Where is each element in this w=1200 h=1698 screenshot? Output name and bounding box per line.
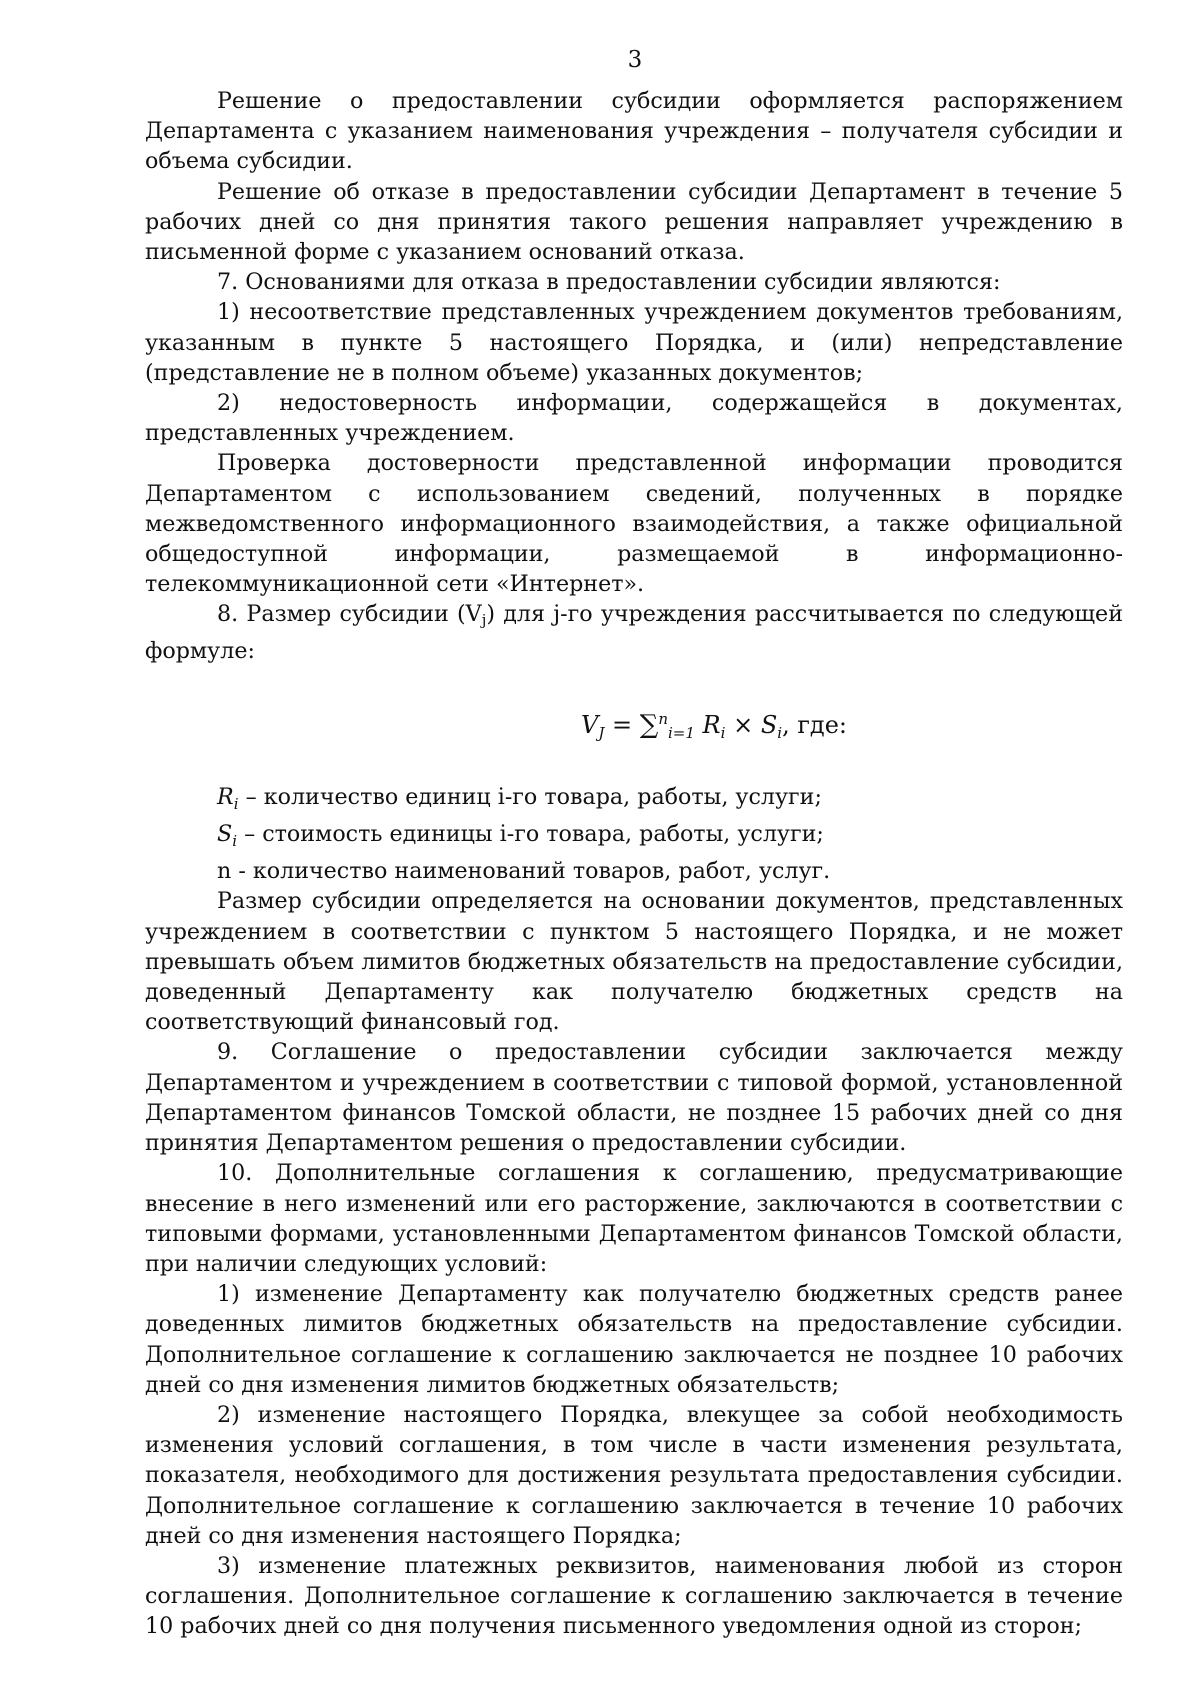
definition-r-symbol: R [217,783,234,810]
paragraph-7-item-1: 1) несоответствие представленных учреждением документов требованиям, указанным в пункте 5 настоящего Порядка, и (или) непредставление (представление не в полном объеме) указанных документов; [145,299,1123,386]
document-body [145,86,1123,1642]
definition-r [145,782,1123,819]
paragraph-decision: Решение о предоставлении субсидии оформляется распоряжением Департамента с указанием наименования учреждения – получателя субсидии и объема субсидии. [145,88,1123,175]
definition-s-text: – стоимость единицы i-го товара, работы, услуги; [237,821,824,848]
paragraph-8-after: ) для j-го учреждения рассчитывается по следующей формуле: [145,601,1123,664]
formula-r-sub: i [720,723,726,742]
paragraph-9: 9. Соглашение о предоставлении субсидии заключается между Департаментом и учреждением в соответствии с типовой формой, установленной Департаментом финансов Томской области, не позднее 15 рабочих дней со дня принятия Департаментом решения о предоставлении субсидии. [145,1039,1123,1157]
formula-sum-lower: i=1 [667,723,695,742]
paragraph-10-item-1: 1) изменение Департаменту как получателю бюджетных средств ранее доведенных лимитов бюджетных обязательств на предоставление субсидии. Дополнительное соглашение к соглашению заключается не позднее 10 рабочих дней со дня изменения лимитов бюджетных обязательств; [145,1281,1123,1398]
paragraph-8-subscript: j [481,611,487,630]
formula-equals: = [604,710,640,739]
formula-lhs-sub: J [598,723,605,742]
definition-r-text: – количество единиц i-го товара, работы, услуги; [238,783,822,810]
page-number: 3 [627,47,643,73]
definition-r-sub: i [233,794,239,813]
formula-tail: , где: [782,710,847,739]
paragraph-10-item-3: 3) изменение платежных реквизитов, наименования любой из сторон соглашения. Дополнительное соглашение к соглашению заключается в течение 10 рабочих дней со дня получения письменного уведомления одной из сторон; [145,1552,1123,1640]
formula-sum-symbol: ∑ [639,709,659,740]
formula-r: R [702,710,721,739]
paragraph-subsidy-limit: Размер субсидии определяется на основании документов, представленных учреждением в соответствии с пунктом 5 настоящего Порядка, и не может превышать объем лимитов бюджетных обязательств на предоставление субсидии, доведенный Департаменту как получателю бюджетных средств на соответствующий финансовый год. [145,888,1123,1036]
formula-lhs: V [581,710,599,739]
definition-s-symbol: S [217,821,233,848]
formula-s-sub: i [777,723,783,742]
definition-s [145,819,1123,856]
paragraph-10: 10. Дополнительные соглашения к соглашению, предусматривающие внесение в него изменений или его расторжение, заключаются в соответствии с типовыми формами, установленными Департаментом финансов Томской области, при наличии следующих условий: [145,1160,1123,1277]
paragraph-verification: Проверка достоверности представленной информации проводится Департаментом с использованием сведений, полученных в порядке межведомственного информационного взаимодействия, а также официальной общедоступной информации, размещаемой в информационно-телекоммуникационной сети «Интернет». [145,450,1123,598]
paragraph-refusal-notice: Решение об отказе в предоставлении субсидии Департамент в течение 5 рабочих дней со дня принятия такого решения направляет учреждению в письменной форме с указанием оснований отказа. [145,178,1123,266]
paragraph-10-item-2: 2) изменение настоящего Порядка, влекущее за собой необходимость изменения условий соглашения, в том числе в части изменения результата, показателя, необходимого для достижения результата предоставления субсидии. Дополнительное соглашение к соглашению заключается в течение 10 рабочих дней со дня изменения настоящего Порядка; [145,1401,1123,1549]
paragraph-7-item-2: 2) недостоверность информации, содержащейся в документах, представленных учреждением. [145,390,1123,447]
formula-s: S [760,710,778,739]
paragraph-8 [145,599,1123,665]
definition-n: n - количество наименований товаров, работ, услуг. [217,858,831,885]
paragraph-8-before: 8. Размер субсидии (V [217,601,482,628]
formula-times: × [725,710,761,739]
subsidy-formula [145,702,1123,750]
definition-s-sub: i [232,832,238,851]
paragraph-7-heading: 7. Основаниями для отказа в предоставлении субсидии являются: [217,269,1001,296]
formula-sum-upper: n [658,709,668,728]
